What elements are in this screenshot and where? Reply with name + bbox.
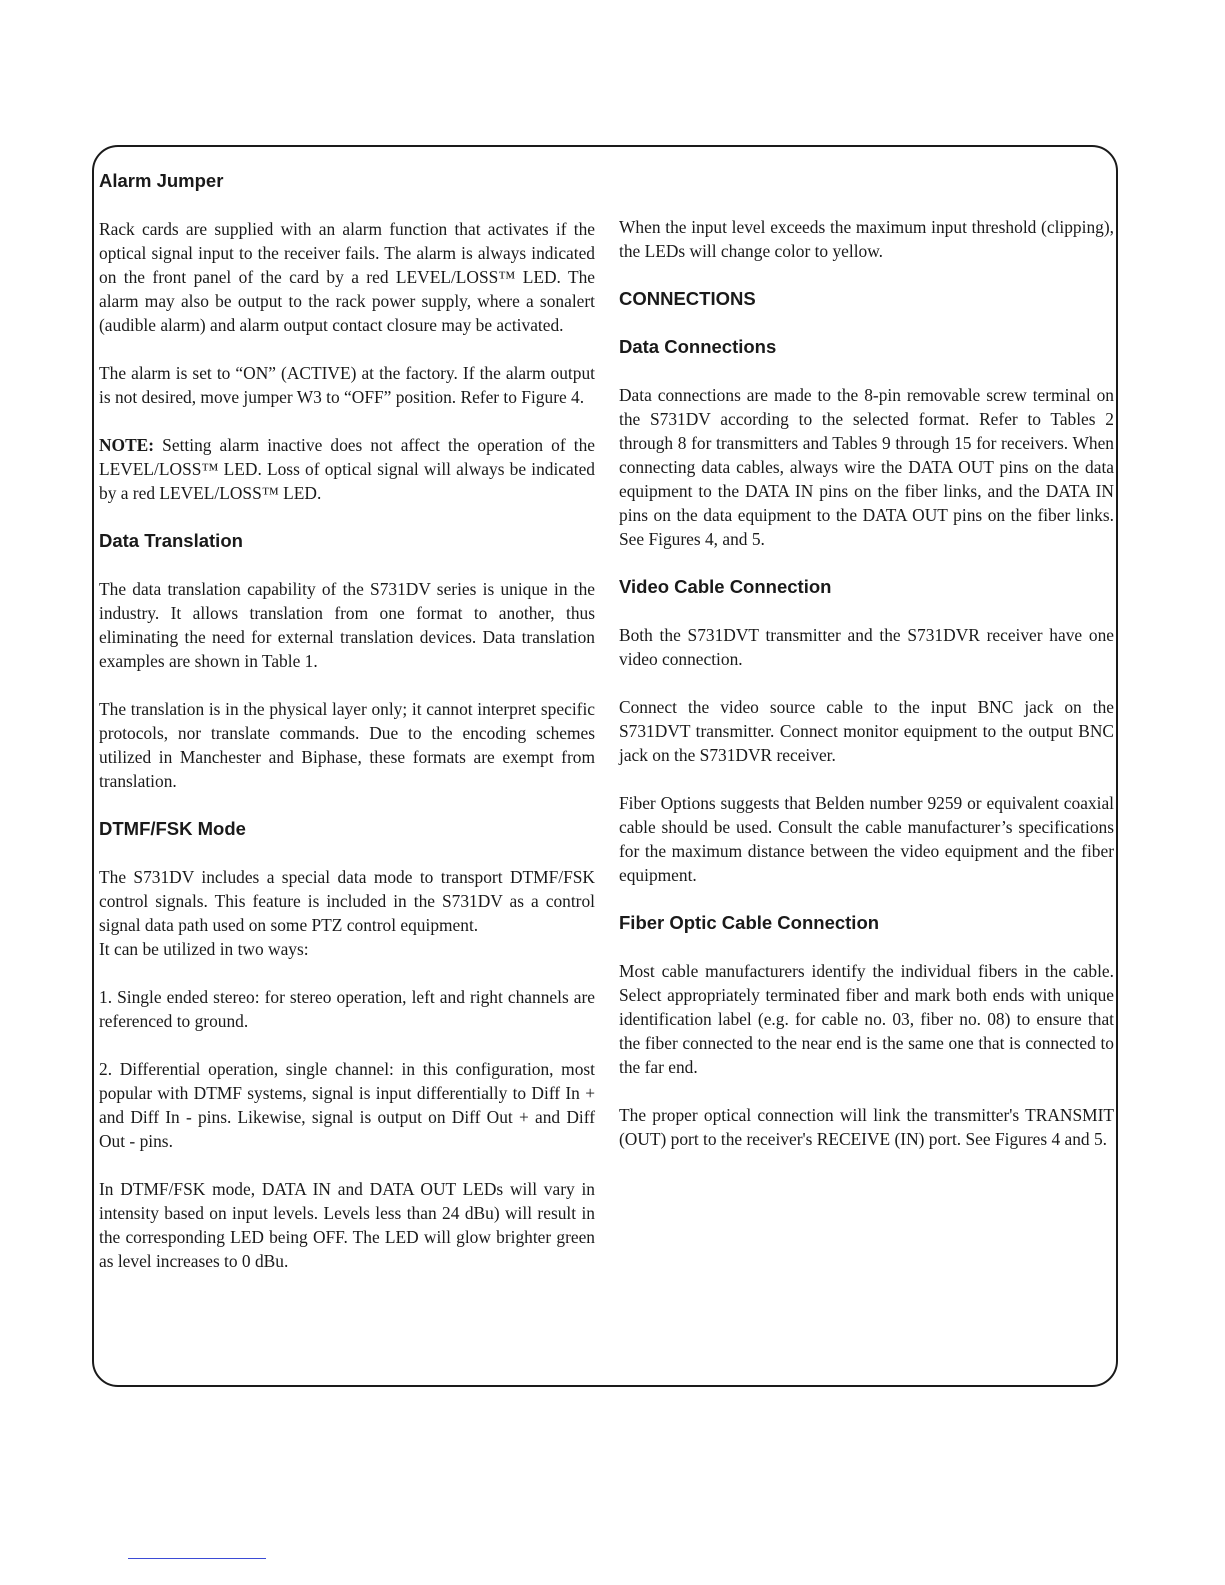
translation-paragraph-2: The translation is in the physical layer only; it cannot interpret specific protocols, nor translate commands. Due to the encoding schemes utilized in Manchester and Biphase, these formats are exempt from translation. bbox=[99, 699, 595, 791]
video-cable-heading: Video Cable Connection bbox=[619, 576, 832, 597]
data-connections-paragraph: Data connections are made to the 8-pin removable screw terminal on the S731DV according to the selected format. Refer to Tables 2 through 8 for transmitters and Tables 9 through 15 for receivers. When connecting data cables, always wire the DATA OUT pins on the data equipment to the DATA IN pins on the fiber links, and the DATA IN pins on the data equipment to the DATA OUT pins on the fiber links. See Figures 4, and 5. bbox=[619, 385, 1114, 549]
note-label: NOTE: bbox=[99, 435, 155, 455]
alarm-jumper-heading: Alarm Jumper bbox=[99, 170, 224, 191]
data-translation-heading: Data Translation bbox=[99, 530, 243, 551]
dtmf-fsk-heading: DTMF/FSK Mode bbox=[99, 818, 246, 839]
fiber-paragraph-2: The proper optical connection will link the transmitter's TRANSMIT (OUT) port to the receiver's RECEIVE (IN) port. See Figures 4 and 5. bbox=[619, 1105, 1114, 1149]
fiber-paragraph-1: Most cable manufacturers identify the individual fibers in the cable. Select appropriately terminated fiber and mark both ends with unique identification label (e.g. for cable no. 03, fiber no. 08) to ensure that the fiber connected to the near end is the same one that is connected to the far end. bbox=[619, 961, 1114, 1077]
right-column bbox=[619, 215, 1114, 1175]
fiber-optic-heading: Fiber Optic Cable Connection bbox=[619, 912, 880, 933]
note-text: Setting alarm inactive does not affect the operation of the LEVEL/LOSS™ LED. Loss of optical signal will always be indicated by a red LEVEL/LOSS™ LED. bbox=[99, 435, 595, 503]
video-paragraph-2: Connect the video source cable to the input BNC jack on the S731DVT transmitter. Connect monitor equipment to the output BNC jack on the S731DVR receiver. bbox=[619, 697, 1114, 765]
dtmf-paragraph-4: In DTMF/FSK mode, DATA IN and DATA OUT LEDs will vary in intensity based on input levels. Levels less than 24 dBu) will result in the corresponding LED being OFF. The LED will glow brighter green as level increases to 0 dBu. bbox=[99, 1179, 595, 1271]
translation-paragraph-1: The data translation capability of the S731DV series is unique in the industry. It allows translation from one format to another, thus eliminating the need for external translation devices. Data translation examples are shown in Table 1. bbox=[99, 579, 595, 671]
video-paragraph-1: Both the S731DVT transmitter and the S731DVR receiver have one video connection. bbox=[619, 625, 1114, 669]
left-column bbox=[99, 169, 595, 1297]
video-paragraph-3: Fiber Options suggests that Belden number 9259 or equivalent coaxial cable should be used. Consult the cable manufacturer’s specifications for the maximum distance between the video equipment and the fiber equipment. bbox=[619, 793, 1114, 885]
dtmf-paragraph-2: 1. Single ended stereo: for stereo operation, left and right channels are referenced to ground. bbox=[99, 987, 595, 1031]
dtmf-paragraph-1b: It can be utilized in two ways: bbox=[99, 939, 309, 959]
clipping-paragraph: When the input level exceeds the maximum input threshold (clipping), the LEDs will change color to yellow. bbox=[619, 217, 1114, 261]
note-paragraph bbox=[99, 433, 595, 505]
alarm-paragraph-1: Rack cards are supplied with an alarm function that activates if the optical signal input to the receiver fails. The alarm is always indicated on the front panel of the card by a red LEVEL/LOSS™ LED. The alarm may also be output to the rack power supply, where a sonalert (audible alarm) and alarm output contact closure may be activated. bbox=[99, 219, 595, 335]
dtmf-paragraph-3: 2. Differential operation, single channel: in this configuration, most popular with DTMF systems, signal is input differentially to Diff In + and Diff In - pins. Likewise, signal is output on Diff Out + and Diff Out - pins. bbox=[99, 1059, 595, 1151]
connections-heading: CONNECTIONS bbox=[619, 288, 756, 309]
alarm-paragraph-2: The alarm is set to “ON” (ACTIVE) at the factory. If the alarm output is not desired, move jumper W3 to “OFF” position. Refer to Figure 4. bbox=[99, 363, 595, 407]
bottom-rule bbox=[128, 1558, 266, 1559]
data-connections-heading: Data Connections bbox=[619, 336, 777, 357]
dtmf-paragraph-1: The S731DV includes a special data mode to transport DTMF/FSK control signals. This feature is included in the S731DV as a control signal data path used on some PTZ control equipment. bbox=[99, 867, 595, 935]
